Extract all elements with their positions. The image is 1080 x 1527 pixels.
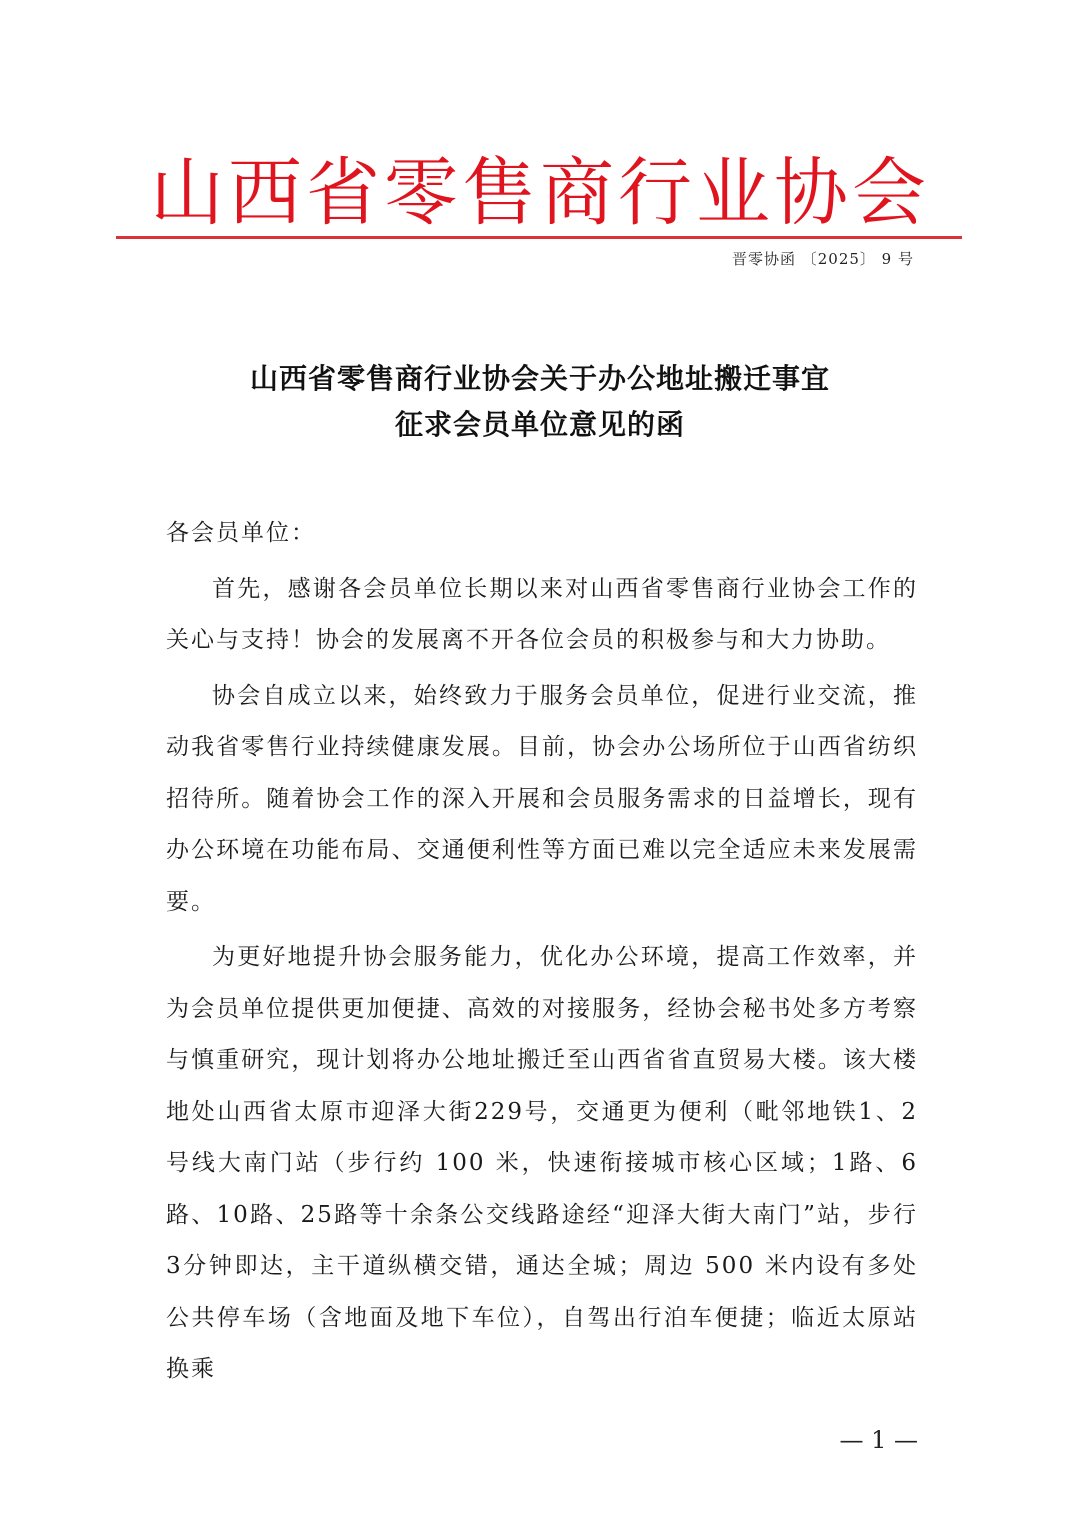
paragraph-1: 首先，感谢各会员单位长期以来对山西省零售商行业协会工作的关心与支持！协会的发展离不开各位会员的积极参与和大力协助。 bbox=[166, 575, 918, 653]
letterhead-organization-name: 山西省零售商行业协会 bbox=[150, 150, 930, 236]
document-number: 晋零协函 〔2025〕 9 号 bbox=[731, 250, 914, 268]
document-title-line-1: 山西省零售商行业协会关于办公地址搬迁事宜 bbox=[249, 362, 830, 395]
salutation: 各会员单位： bbox=[166, 520, 316, 546]
document-title bbox=[0, 356, 1080, 448]
page-number: — 1 — bbox=[839, 1426, 918, 1454]
letterhead-divider bbox=[116, 236, 962, 239]
paragraph-3: 为更好地提升协会服务能力，优化办公环境，提高工作效率，并为会员单位提供更加便捷、高效的对接服务，经协会秘书处多方考察与慎重研究，现计划将办公地址搬迁至山西省省直贸易大楼。该大楼地处山西省太原市迎泽大街229号，交通更为便利（毗邻地铁1、2号线大南门站（步行约 100 米，快速衔接城市核心区域；1路、6路、10路、25路等十余条公交线路途经“迎泽大街大南门”站，步行3分钟即达，主干道纵横交错，通达全城；周边 500 米内设有多处公共停车场（含地面及地下车位），自驾出行泊车便捷；临近太原站换乘 bbox=[166, 944, 918, 1382]
document-body bbox=[166, 508, 918, 1400]
document-title-line-2: 征求会员单位意见的函 bbox=[394, 408, 685, 441]
paragraph-2: 协会自成立以来，始终致力于服务会员单位，促进行业交流，推动我省零售行业持续健康发展。目前，协会办公场所位于山西省纺织招待所。随着协会工作的深入开展和会员服务需求的日益增长，现有办公环境在功能布局、交通便利性等方面已难以完全适应未来发展需要。 bbox=[166, 682, 918, 915]
